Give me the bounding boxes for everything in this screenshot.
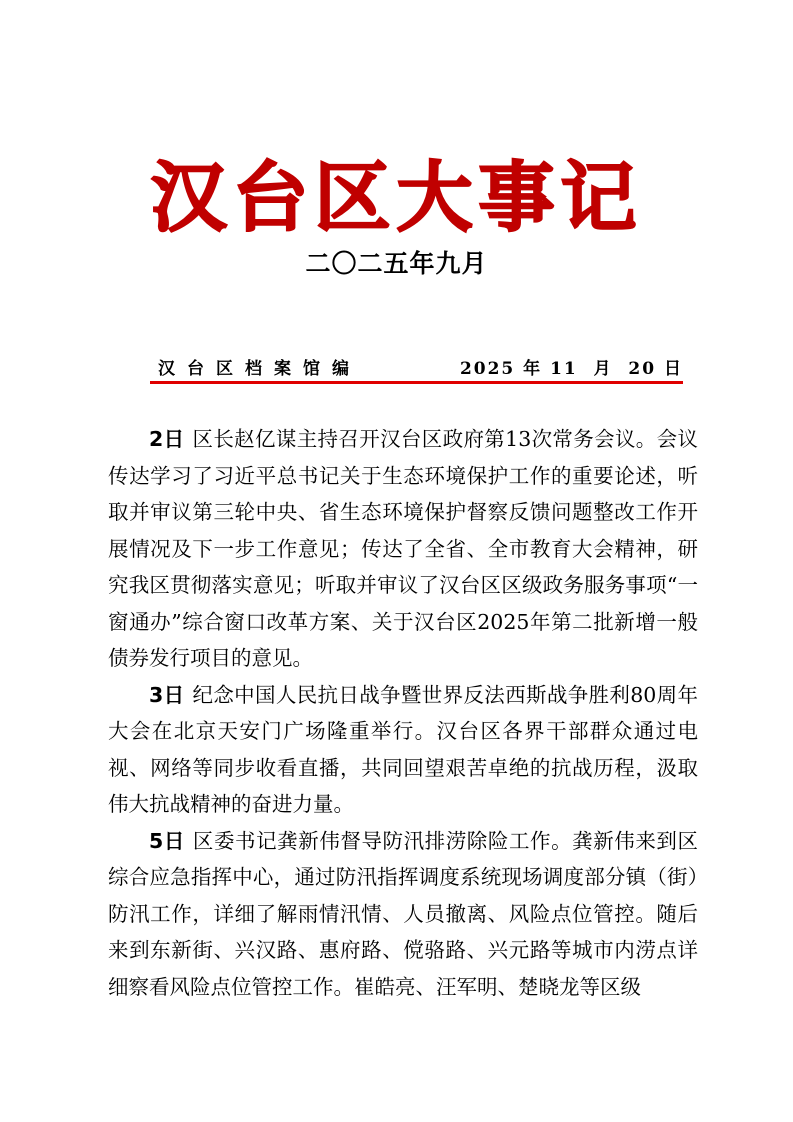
entry	[108, 421, 698, 677]
entry-day: 5日	[149, 828, 185, 853]
entry-day: 2日	[149, 427, 185, 451]
compiler-date: 2025 年 11 月 20 日	[459, 359, 683, 379]
compiler-org: 汉台区档案馆编	[158, 359, 361, 379]
entry-text: 区委书记龚新伟督导防汛排涝除险工作。龚新伟来到区综合应急指挥中心，通过防汛指挥调度系统现场调度部分镇（街）防汛工作，详细了解雨情汛情、人员撤离、风险点位管控。随后来到东新街、兴汉路、惠府路、傥骆路、兴元路等城市内涝点详细察看风险点位管控工作。崔皓亮、汪军明、楚晓龙等区级	[108, 828, 699, 999]
document-title: 汉台区大事记	[150, 153, 643, 242]
entry	[108, 823, 698, 1006]
entry-day: 3日	[149, 682, 185, 707]
entry	[108, 677, 698, 823]
document-period: 二〇二五年九月	[305, 249, 488, 278]
document-body	[108, 421, 698, 1005]
entry-text: 区长赵亿谋主持召开汉台区政府第13次常务会议。会议传达学习了习近平总书记关于生态环境保护工作的重要论述，听取并审议第三轮中央、省生态环境保护督察反馈问题整改工作开展情况及下一步工作意见；传达了全省、全市教育大会精神，研究我区贯彻落实意见；听取并审议了汉台区区级政务服务事项“一窗通办”综合窗口改革方案、关于汉台区2025年第二批新增一般债券发行项目的意见。	[108, 427, 699, 670]
entry-text: 纪念中国人民抗日战争暨世界反法西斯战争胜利80周年大会在北京天安门广场隆重举行。汉台区各界干部群众通过电视、网络等同步收看直播，共同回望艰苦卓绝的抗战历程，汲取伟大抗战精神的奋进力量。	[108, 682, 699, 816]
compiler-line	[150, 357, 683, 384]
